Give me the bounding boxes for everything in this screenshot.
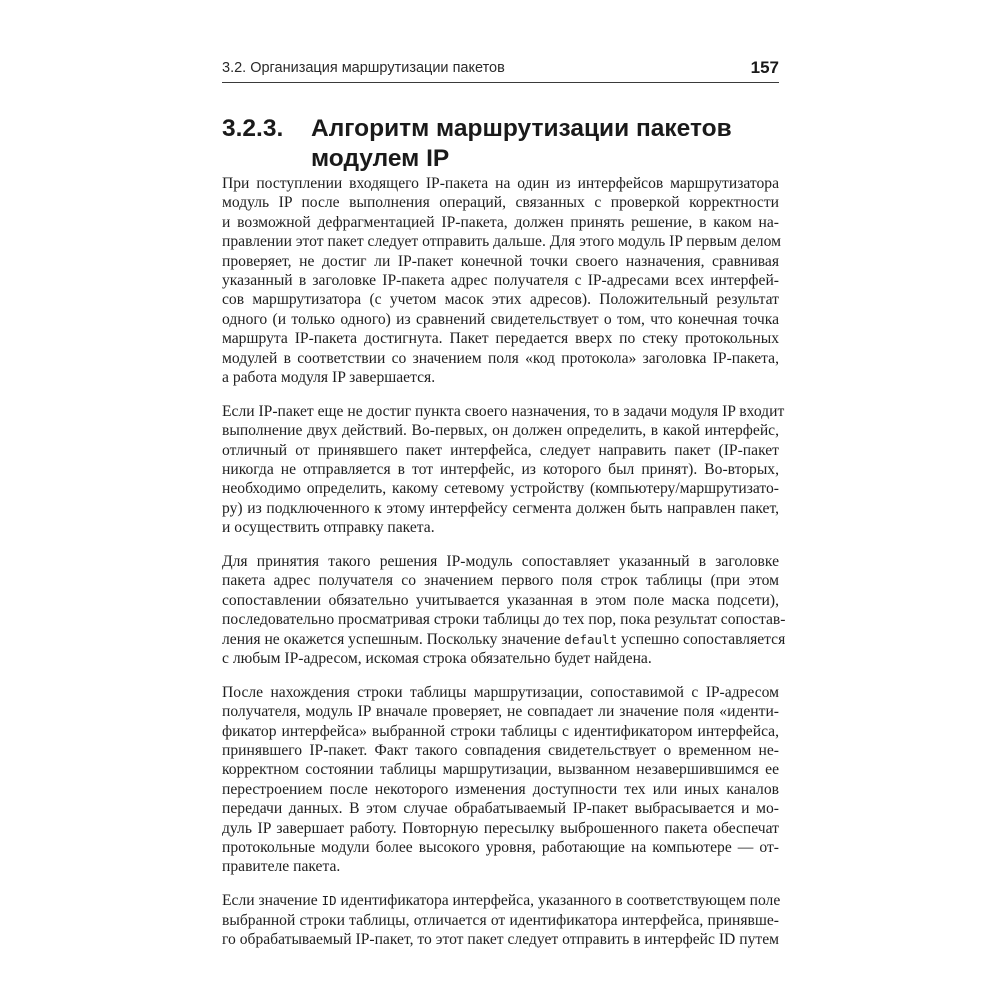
inline-code: default <box>564 631 618 647</box>
text-line <box>222 571 779 590</box>
section-title-line: Алгоритм маршрутизации пакетов <box>311 115 732 142</box>
text-run: с любым IP-адресом, искомая строка обязательно будет найдена. <box>222 649 652 667</box>
text-line <box>222 610 786 629</box>
text-line <box>222 683 779 702</box>
text-run: передачи данных. В этом случае обрабатываемый IP-пакет выбрасывается и мо- <box>222 800 779 818</box>
text-run: Для принятия такого решения IP-модуль сопоставляет указанный в заголовке <box>222 553 779 571</box>
text-line <box>222 780 779 799</box>
text-run: успешно сопоставляется <box>617 630 786 648</box>
text-line <box>222 930 779 949</box>
header-rule <box>222 82 779 83</box>
text-run: последовательно просматривая строки таблицы до тех пор, пока результат сопостав- <box>222 611 786 629</box>
text-run: модуль IP после выполнения операций, связанных с проверкой корректности <box>222 194 779 212</box>
text-line <box>222 271 779 290</box>
text-line <box>222 349 779 368</box>
running-header <box>222 58 779 80</box>
text-run: перестроением после некоторого изменения доступности тех или иных каналов <box>222 780 779 798</box>
text-run: корректном состоянии таблицы маршрутизации, вызванном незавершившимся ее <box>222 761 779 779</box>
body-text <box>222 174 786 964</box>
text-run: дуль IP завершает работу. Повторную пересылку выброшенного пакета обеспечат <box>222 819 779 837</box>
text-run: отличный от принявшего пакет интерфейса, следует направить пакет (IP-пакет <box>222 441 779 459</box>
text-line <box>222 819 779 838</box>
text-run: ру) из подключенного к этому интерфейсу сегмента должен быть направлен пакет, <box>222 499 779 517</box>
text-line <box>222 368 779 387</box>
text-run: Если значение <box>222 892 322 910</box>
text-run: идентификатора интерфейса, указанного в соответствующем поле <box>336 892 781 910</box>
text-line <box>222 402 785 421</box>
text-line <box>222 649 779 668</box>
text-run: проверяет, не достиг ли IP-пакет конечной точки своего назначения, сравнивая <box>222 252 779 270</box>
text-run: сопоставлении обязательно учитывается указанная в этом поле маска подсети), <box>222 591 779 609</box>
text-run: После нахождения строки таблицы маршрутизации, сопоставимой с IP-адресом <box>222 683 779 701</box>
text-run: одного (и только одного) из сравнений свидетельствует о том, что конечная точка <box>222 310 779 328</box>
text-line <box>222 911 779 930</box>
text-line <box>222 252 779 271</box>
text-line <box>222 838 779 857</box>
text-run: выполнение двух действий. Во-первых, он должен определить, в какой интерфейс, <box>222 422 779 440</box>
text-run: правлении этот пакет следует отправить дальше. Для этого модуль IP первым делом <box>222 233 781 251</box>
text-run: получателя, модуль IP вначале проверяет, не совпадает ли значение поля «иденти- <box>222 703 779 721</box>
text-run: выбранной строки таблицы, отличается от идентификатора интерфейса, принявше- <box>222 911 779 929</box>
text-run: фикатор интерфейса» выбранной строки таблицы с идентификатором интерфейса, <box>222 722 779 740</box>
inline-code: ID <box>321 893 337 909</box>
text-run: протокольные модули более высокого уровня, работающие на компьютере — от- <box>222 839 779 856</box>
text-line <box>222 310 779 329</box>
page-number: 157 <box>750 58 779 77</box>
text-line <box>222 857 779 876</box>
text-line <box>222 741 779 760</box>
paragraph <box>222 402 785 538</box>
text-line <box>222 630 786 649</box>
text-line <box>222 213 779 232</box>
text-run: Если IP-пакет еще не достиг пункта своего назначения, то в задачи модуля IP входит <box>222 402 785 420</box>
text-run: правителе пакета. <box>222 858 341 876</box>
text-line <box>222 591 779 610</box>
text-run: и осуществить отправку пакета. <box>222 519 435 537</box>
text-run: сов маршрутизатора (с учетом масок этих адресов). Положительный результат <box>222 291 779 309</box>
text-line <box>222 479 779 498</box>
text-line <box>222 174 779 193</box>
text-run: необходимо определить, какому сетевому устройству (компьютеру/маршрутизато- <box>222 480 779 498</box>
running-title: 3.2. Организация маршрутизации пакетов <box>222 60 505 76</box>
text-run: а работа модуля IP завершается. <box>222 368 436 386</box>
text-line <box>222 499 779 518</box>
paragraph <box>222 683 779 877</box>
text-line <box>222 552 779 571</box>
text-line <box>222 460 779 479</box>
paragraph <box>222 891 779 949</box>
text-run: маршрута IP-пакета достигнута. Пакет передается вверх по стеку протокольных <box>222 330 779 348</box>
text-run: При поступлении входящего IP-пакета на один из интерфейсов маршрутизатора <box>222 175 779 192</box>
paragraph <box>222 174 779 387</box>
text-line <box>222 290 779 309</box>
text-line <box>222 193 779 212</box>
text-line <box>222 799 779 818</box>
section-title-line: модулем IP <box>311 145 450 172</box>
text-line <box>222 702 779 721</box>
text-run: указанный в заголовке IP-пакета адрес получателя с IP-адресами всех интерфей- <box>222 271 779 289</box>
text-run: ления не окажется успешным. Поскольку значение <box>222 630 565 648</box>
text-line <box>222 722 779 741</box>
text-run: никогда не отправляется в тот интерфейс, из которого был принят). Во-вторых, <box>222 460 779 478</box>
text-line <box>222 518 779 537</box>
text-line <box>222 760 779 779</box>
text-line <box>222 441 779 460</box>
text-run: го обрабатываемый IP-пакет, то этот пакет следует отправить в интерфейс ID путем <box>222 931 779 949</box>
text-run: принявшего IP-пакет. Факт такого совпадения свидетельствует о временном не- <box>222 742 779 760</box>
text-run: модулей в соответствии со значением поля «код протокола» заголовка IP-пакета, <box>222 349 779 367</box>
text-line <box>222 891 779 910</box>
text-run: пакета адрес получателя со значением первого поля строк таблицы (при этом <box>222 572 779 590</box>
text-run: и возможной дефрагментацией IP-пакета, должен принять решение, в каком на- <box>222 213 779 231</box>
section-title <box>311 114 771 174</box>
text-line <box>222 232 779 251</box>
text-line <box>222 421 779 440</box>
section-number: 3.2.3. <box>222 115 284 142</box>
text-line <box>222 329 779 348</box>
paragraph <box>222 552 786 668</box>
